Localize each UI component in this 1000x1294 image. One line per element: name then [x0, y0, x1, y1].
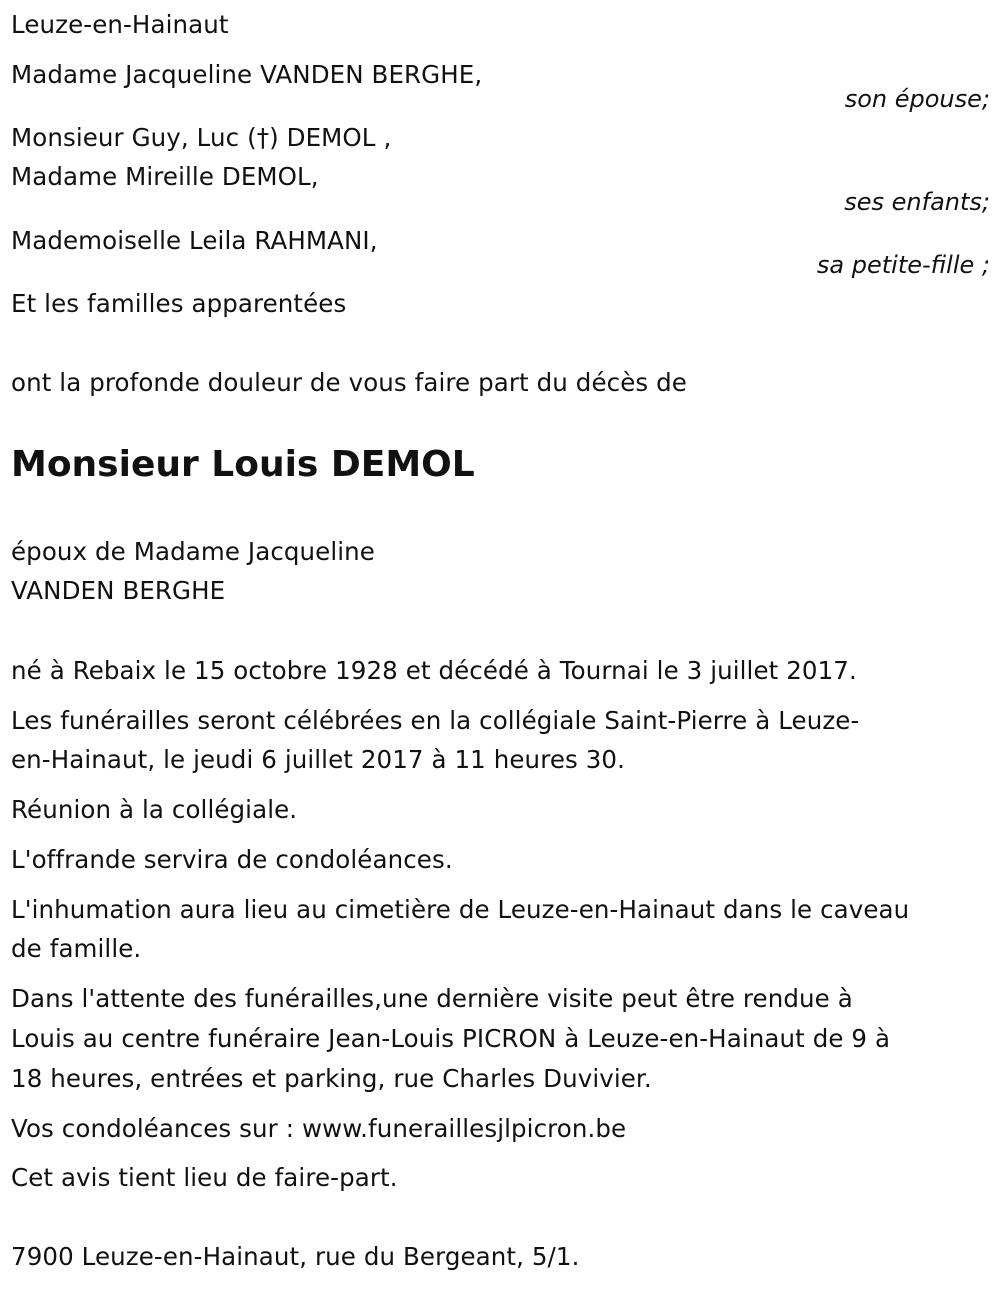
granddaughter-role: sa petite-fille ; [816, 251, 990, 279]
offering-line: L'offrande servira de condoléances. [11, 845, 453, 874]
spouse-role: son épouse; [844, 85, 990, 113]
notice-line: Cet avis tient lieu de faire-part. [11, 1163, 398, 1192]
deceased-name: Monsieur Louis DEMOL [11, 444, 475, 485]
condolences-line: Vos condoléances sur : www.funeraillesjlpicron.be [11, 1114, 627, 1143]
location-heading: Leuze-en-Hainaut [11, 10, 229, 39]
announcement-intro: ont la profonde douleur de vous faire part du décès de [11, 368, 687, 397]
spouse-name: Madame Jacqueline VANDEN BERGHE, [11, 60, 483, 89]
spouse-of-line-2: VANDEN BERGHE [11, 576, 226, 605]
birth-death-line: né à Rebaix le 15 octobre 1928 et décédé à Tournai le 3 juillet 2017. [11, 656, 857, 685]
relatives-line: Et les familles apparentées [11, 289, 347, 318]
visit-line-1: Dans l'attente des funérailles,une dernière visite peut être rendue à [11, 984, 853, 1013]
funeral-line-2: en-Hainaut, le jeudi 6 juillet 2017 à 11 heures 30. [11, 745, 626, 774]
child-1-name: Monsieur Guy, Luc (†) DEMOL , [11, 123, 392, 152]
visit-line-2: Louis au centre funéraire Jean-Louis PICRON à Leuze-en-Hainaut de 9 à [11, 1024, 891, 1053]
spouse-of-line-1: époux de Madame Jacqueline [11, 537, 375, 566]
address-line: 7900 Leuze-en-Hainaut, rue du Bergeant, 5/1. [11, 1242, 580, 1271]
granddaughter-name: Mademoiselle Leila RAHMANI, [11, 226, 378, 255]
burial-line-1: L'inhumation aura lieu au cimetière de Leuze-en-Hainaut dans le caveau [11, 895, 910, 924]
meeting-line: Réunion à la collégiale. [11, 795, 298, 824]
visit-line-3: 18 heures, entrées et parking, rue Charles Duvivier. [11, 1064, 652, 1093]
children-role: ses enfants; [844, 188, 990, 216]
funeral-line-1: Les funérailles seront célébrées en la collégiale Saint-Pierre à Leuze- [11, 706, 860, 735]
child-2-name: Madame Mireille DEMOL, [11, 162, 319, 191]
burial-line-2: de famille. [11, 934, 142, 963]
